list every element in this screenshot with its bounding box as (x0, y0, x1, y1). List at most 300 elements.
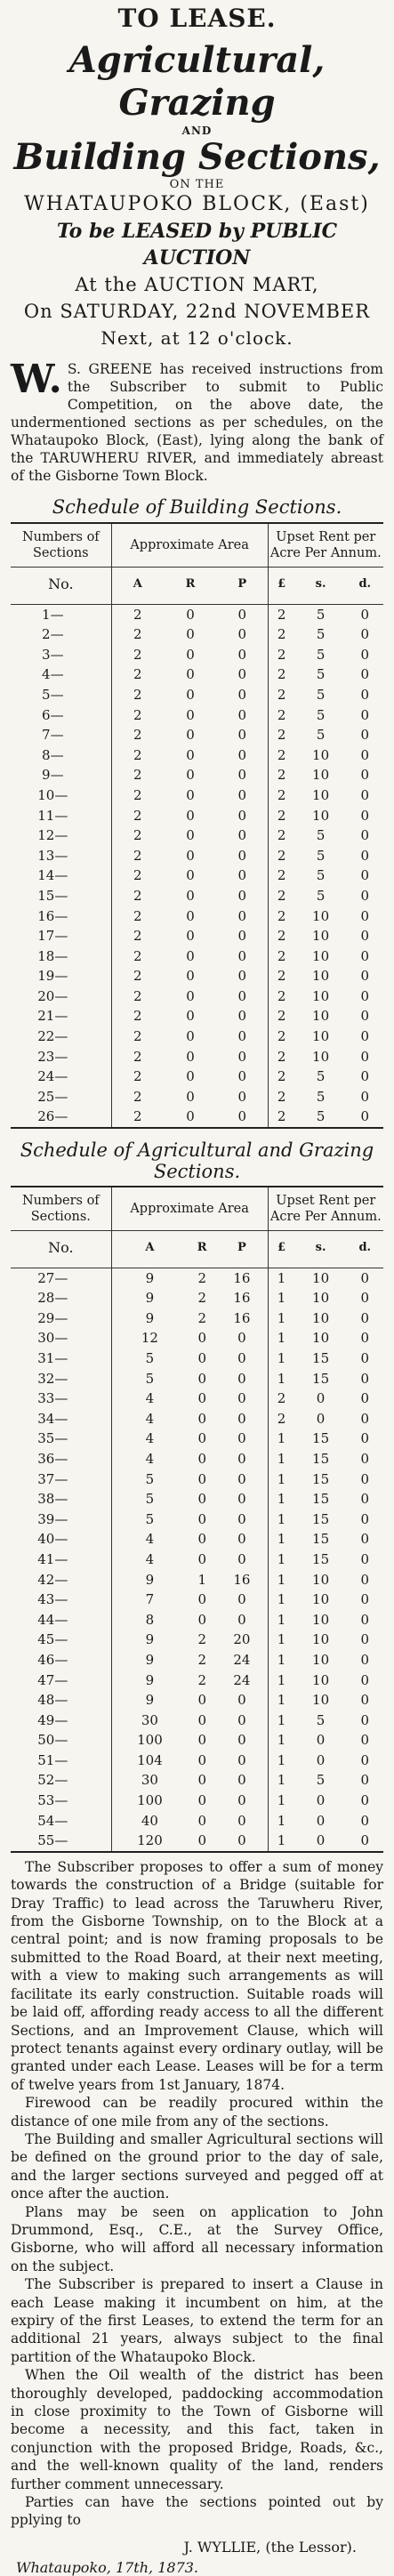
rent-shillings: 0 (316, 1751, 326, 1768)
area-acres: 104 (137, 1751, 163, 1768)
area-perches: 20 (216, 1630, 268, 1650)
section-number: 30— (11, 1328, 111, 1348)
area-roods: 0 (197, 1531, 206, 1548)
area-perches: 0 (216, 1610, 268, 1630)
table-row (11, 1791, 383, 1811)
table-row (11, 1328, 383, 1348)
area-roods: 0 (197, 1430, 206, 1447)
area-acres: 5 (145, 1470, 155, 1487)
rent-pounds: 2 (277, 867, 286, 884)
area-perches: 0 (217, 846, 268, 866)
rent-pence: 0 (360, 1751, 370, 1768)
table-row (11, 1006, 383, 1026)
area-roods: 0 (197, 1692, 206, 1709)
rent-shillings: 10 (312, 987, 330, 1004)
area-roods: 0 (186, 1008, 195, 1025)
area-perches: 0 (216, 1449, 268, 1469)
body-paragraph-clause: The Subscriber is prepared to insert a Clause in each Lease making it incumbent on him, at the expiry of the first Leases, to extend the term for an additional 21 years, always subject to the final partition of the Whataupoko Block. (11, 2276, 383, 2365)
sub-d: d. (347, 568, 383, 605)
area-acres: 9 (145, 1290, 155, 1307)
rent-shillings: 10 (312, 947, 330, 964)
area-roods: 0 (197, 1370, 206, 1387)
table-row (11, 865, 383, 886)
rent-pence: 0 (360, 1772, 370, 1789)
rent-shillings: 0 (316, 1792, 326, 1809)
section-number: 15— (11, 886, 111, 906)
area-perches: 0 (217, 1006, 268, 1026)
area-roods: 0 (186, 1088, 195, 1105)
section-number: 49— (11, 1711, 111, 1731)
header-area: Approximate Area (111, 1187, 268, 1231)
sub-no: No. (11, 1231, 111, 1268)
area-roods: 0 (186, 807, 195, 824)
area-acres: 2 (133, 727, 142, 744)
section-number: 11— (11, 806, 111, 826)
heading-block-name: WHATAUPOKO BLOCK, (East) (24, 193, 370, 215)
body-paragraph-oil: When the Oil wealth of the district has been thoroughly developed, paddocking accommodation in close proximity to the Town of Gisborne will become a necessity, and this fact, taken in conjunction with the proposed Bridge, Roads, &c., and the well-known quality of the land, renders further comment unnecessary. (11, 2367, 383, 2492)
rent-pounds: 2 (277, 727, 286, 744)
area-acres: 100 (137, 1732, 163, 1749)
intro-paragraph (11, 357, 383, 485)
area-roods: 0 (186, 887, 195, 904)
body-paragraph-plans: Plans may be seen on application to John Drummond, Esq., C.E., at the Survey Office, Gisborne, who will afford all necessary information on the subject. (11, 2203, 383, 2274)
rent-pence: 0 (360, 626, 370, 643)
rent-pence: 0 (360, 807, 370, 824)
rent-pence: 0 (360, 1531, 370, 1548)
section-number: 2— (11, 624, 111, 645)
rent-pounds: 2 (277, 786, 286, 803)
table-row (11, 624, 383, 645)
area-roods: 2 (197, 1651, 206, 1668)
sub-d: d. (347, 1231, 383, 1268)
header-area: Approximate Area (111, 524, 268, 568)
area-roods: 0 (188, 1831, 216, 1852)
section-number: 42— (11, 1570, 111, 1590)
rent-shillings: 10 (312, 767, 330, 784)
table-header-row (11, 524, 383, 568)
heading-date: On SATURDAY, 22nd NOVEMBER (23, 301, 371, 322)
heading-auction-mart: At the AUCTION MART, (75, 274, 319, 295)
rent-pence: 0 (360, 1611, 370, 1628)
rent-pounds: 1 (277, 1290, 286, 1307)
section-number: 5— (11, 685, 111, 705)
area-perches: 0 (216, 1348, 268, 1369)
rent-shillings: 15 (312, 1450, 330, 1467)
rent-shillings: 10 (312, 807, 330, 824)
area-roods: 0 (186, 968, 195, 985)
rent-shillings: 15 (312, 1531, 330, 1548)
rent-shillings: 5 (316, 887, 326, 904)
section-number: 48— (11, 1690, 111, 1711)
rent-shillings: 10 (312, 786, 330, 803)
area-acres: 9 (145, 1692, 155, 1709)
rent-pence: 0 (360, 666, 370, 683)
rent-shillings: 5 (316, 827, 326, 844)
table-row (11, 946, 383, 967)
rent-shillings: 0 (316, 1732, 326, 1749)
area-roods: 0 (197, 1812, 206, 1829)
section-number: 23— (11, 1047, 111, 1067)
rent-pence: 0 (360, 1692, 370, 1709)
area-perches: 0 (216, 1469, 268, 1490)
table-row (11, 1550, 383, 1570)
rent-pence: 0 (360, 1732, 370, 1749)
area-roods: 0 (186, 1068, 195, 1085)
area-perches: 24 (216, 1650, 268, 1670)
rent-shillings: 5 (316, 1068, 326, 1085)
section-number: 24— (11, 1067, 111, 1087)
table-row (11, 1831, 383, 1852)
rent-pence: 0 (360, 1370, 370, 1387)
heading-and: AND (181, 125, 213, 137)
table-row (11, 1590, 383, 1610)
rent-pounds: 2 (277, 827, 286, 844)
area-perches: 0 (217, 886, 268, 906)
area-perches: 0 (217, 785, 268, 806)
section-number: 55— (11, 1831, 111, 1852)
area-roods: 0 (186, 727, 195, 744)
rent-pence: 0 (360, 1470, 370, 1487)
rent-pence: 0 (360, 686, 370, 703)
area-roods: 0 (186, 907, 195, 924)
table-row (11, 1489, 383, 1509)
section-number: 45— (11, 1630, 111, 1650)
area-perches: 0 (216, 1328, 268, 1348)
table-row (11, 1711, 383, 1731)
area-acres: 9 (145, 1671, 155, 1688)
area-perches: 0 (217, 865, 268, 886)
rent-pence: 0 (360, 867, 370, 884)
area-perches: 0 (217, 624, 268, 645)
body-paragraph-bridge: The Subscriber proposes to offer a sum of money towards the construction of a Bridge (suitable for Dray Traffic) to lead across the Taruwheru River, from the Gisborne Township, on to the Block at a central point; and is now framing proposals to be submitted to the Road Board, at their next meeting, with a view to making such arrangements as will facilitate its early construction. Suitable roads will be laid off, affording ready access to all the different Sections, and an Improvement Clause, which will protect tenants against every ordinary outlay, will be granted under each Lease. Leases will be for a term of twelve years from 1st January, 1874. (11, 1858, 383, 2093)
rent-shillings: 10 (312, 1631, 330, 1648)
section-number: 3— (11, 645, 111, 665)
sub-a: A (111, 568, 164, 605)
area-acres: 4 (145, 1410, 155, 1427)
table-subheader-row (11, 1231, 383, 1268)
area-acres: 8 (145, 1611, 155, 1628)
rent-pounds: 2 (277, 887, 286, 904)
schedule-agricultural-title-line1: Schedule of Agricultural and Grazing (20, 1139, 374, 1162)
schedule-agricultural-table (11, 1187, 383, 1853)
area-roods: 0 (197, 1491, 206, 1508)
area-perches: 0 (217, 1067, 268, 1087)
area-acres: 2 (133, 686, 142, 703)
table-row (11, 906, 383, 927)
schedule-agricultural-title-line2: Sections. (153, 1161, 241, 1183)
rent-shillings: 10 (312, 1651, 330, 1668)
rent-pence: 0 (347, 1831, 383, 1852)
rent-shillings: 10 (312, 1309, 330, 1326)
rent-pounds: 2 (277, 1048, 286, 1065)
area-roods: 2 (197, 1671, 206, 1688)
area-acres: 2 (133, 626, 142, 643)
rent-pence: 0 (360, 1390, 370, 1407)
section-number: 25— (11, 1087, 111, 1107)
section-number: 17— (11, 926, 111, 946)
rent-shillings: 10 (312, 1571, 330, 1588)
body-paragraph-survey: The Building and smaller Agricultural sections will be defined on the ground prior to the day of sale, and the larger sections surveyed and pegged off at once after the auction. (11, 2130, 383, 2202)
rent-shillings: 5 (316, 867, 326, 884)
section-number: 22— (11, 1026, 111, 1047)
rent-shillings: 5 (316, 727, 326, 744)
area-perches: 0 (216, 1369, 268, 1389)
area-roods: 0 (197, 1550, 206, 1567)
rent-pence: 0 (360, 1450, 370, 1467)
area-roods: 2 (197, 1309, 206, 1326)
table-row (11, 1429, 383, 1449)
area-perches: 0 (217, 906, 268, 927)
section-number: 1— (11, 604, 111, 624)
area-acres: 2 (133, 827, 142, 844)
section-number: 36— (11, 1449, 111, 1469)
area-roods: 0 (186, 786, 195, 803)
table-row (11, 1730, 383, 1751)
sub-p: P (216, 1231, 268, 1268)
area-acres: 9 (145, 1309, 155, 1326)
table-row (11, 745, 383, 766)
rent-pounds: 1 (277, 1491, 286, 1508)
header-numbers: Numbers of Sections. (11, 1187, 111, 1231)
table-row (11, 806, 383, 826)
section-number: 14— (11, 865, 111, 886)
table-row (11, 685, 383, 705)
section-number: 21— (11, 1006, 111, 1026)
table-row (11, 986, 383, 1007)
schedule-agricultural-body (11, 1231, 383, 1852)
header-rent: Upset Rent per Acre Per Annum. (268, 1187, 383, 1231)
area-acres: 2 (133, 606, 142, 623)
rent-pence: 0 (360, 767, 370, 784)
area-acres: 9 (145, 1269, 155, 1286)
area-acres: 30 (141, 1772, 158, 1789)
rent-pounds: 1 (268, 1831, 295, 1852)
section-number: 52— (11, 1770, 111, 1791)
area-perches: 0 (216, 1489, 268, 1509)
rent-shillings: 5 (316, 606, 326, 623)
section-number: 16— (11, 906, 111, 927)
rent-pounds: 1 (277, 1550, 286, 1567)
area-acres: 5 (145, 1510, 155, 1527)
rent-pence: 0 (360, 1088, 370, 1105)
section-number: 40— (11, 1529, 111, 1550)
rent-pence: 0 (360, 1330, 370, 1347)
area-perches: 0 (217, 926, 268, 946)
rent-shillings: 5 (316, 1088, 326, 1105)
section-number: 44— (11, 1610, 111, 1630)
area-roods: 0 (186, 947, 195, 964)
area-roods: 0 (186, 746, 195, 763)
heading-building-sections: Building Sections, (13, 136, 381, 178)
table-row (11, 1107, 383, 1128)
rent-pence: 0 (360, 1711, 370, 1728)
rent-shillings: 10 (312, 1671, 330, 1688)
rent-shillings: 5 (316, 847, 326, 864)
rent-pounds: 2 (277, 1028, 286, 1045)
area-acres: 2 (133, 968, 142, 985)
section-number: 4— (11, 664, 111, 685)
area-acres: 5 (145, 1491, 155, 1508)
rent-pounds: 1 (277, 1370, 286, 1387)
sub-s: s. (295, 1231, 347, 1268)
section-number: 34— (11, 1409, 111, 1429)
rent-shillings: 5 (316, 646, 326, 663)
rent-pounds: 2 (277, 666, 286, 683)
area-perches: 0 (217, 705, 268, 726)
area-perches: 0 (216, 1770, 268, 1791)
rent-pounds: 2 (277, 807, 286, 824)
rent-pounds: 1 (277, 1611, 286, 1628)
rent-shillings: 5 (316, 666, 326, 683)
area-perches: 0 (216, 1831, 268, 1852)
rent-pence: 0 (360, 1631, 370, 1648)
area-perches: 0 (217, 825, 268, 846)
rent-shillings: 10 (312, 1028, 330, 1045)
rent-pence: 0 (360, 727, 370, 744)
area-perches: 0 (217, 645, 268, 665)
area-acres: 4 (145, 1531, 155, 1548)
section-number: 19— (11, 966, 111, 986)
rent-pounds: 2 (277, 1410, 286, 1427)
area-acres: 2 (133, 786, 142, 803)
area-roods: 0 (197, 1611, 206, 1628)
rent-shillings: 0 (295, 1831, 347, 1852)
rent-pence: 0 (360, 847, 370, 864)
area-roods: 2 (197, 1631, 206, 1648)
rent-pounds: 1 (277, 1772, 286, 1789)
area-acres: 9 (145, 1631, 155, 1648)
table-row (11, 785, 383, 806)
rent-pence: 0 (360, 1571, 370, 1588)
table-row (11, 1469, 383, 1490)
area-acres: 2 (133, 887, 142, 904)
table-row (11, 846, 383, 866)
table-row (11, 966, 383, 986)
table-header-row (11, 1187, 383, 1231)
rent-pence: 0 (360, 706, 370, 723)
rent-pence: 0 (360, 887, 370, 904)
rent-pounds: 1 (277, 1330, 286, 1347)
table-row (11, 705, 383, 726)
section-number: 47— (11, 1670, 111, 1691)
sub-r: R (164, 568, 217, 605)
area-perches: 0 (216, 1690, 268, 1711)
area-roods: 0 (197, 1510, 206, 1527)
rent-shillings: 10 (312, 1591, 330, 1608)
area-perches: 0 (217, 745, 268, 766)
area-perches: 0 (217, 664, 268, 685)
rent-pounds: 2 (277, 767, 286, 784)
table-row (11, 1670, 383, 1691)
area-roods: 0 (186, 626, 195, 643)
rent-pence: 0 (360, 947, 370, 964)
area-perches: 0 (216, 1751, 268, 1771)
area-perches: 0 (217, 685, 268, 705)
area-perches: 0 (216, 1529, 268, 1550)
area-acres: 2 (133, 1028, 142, 1045)
rent-pounds: 2 (277, 626, 286, 643)
rent-pounds: 1 (277, 1732, 286, 1749)
area-acres: 120 (111, 1831, 188, 1852)
section-number: 13— (11, 846, 111, 866)
area-acres: 2 (111, 1107, 164, 1128)
area-perches: 16 (216, 1570, 268, 1590)
area-acres: 2 (133, 987, 142, 1004)
area-roods: 0 (186, 827, 195, 844)
section-number: 43— (11, 1590, 111, 1610)
heading-on-the: ON THE (169, 178, 225, 191)
rent-pence: 0 (360, 606, 370, 623)
schedule-agricultural-title (11, 1139, 383, 1187)
area-perches: 0 (217, 1107, 268, 1128)
table-row (11, 1610, 383, 1630)
rent-pence: 0 (347, 1107, 383, 1128)
rent-pounds: 2 (277, 706, 286, 723)
area-roods: 0 (197, 1591, 206, 1608)
table-row (11, 1087, 383, 1107)
sub-r: R (188, 1231, 216, 1268)
rent-shillings: 15 (312, 1370, 330, 1387)
rent-pence: 0 (360, 786, 370, 803)
section-number: 10— (11, 785, 111, 806)
table-row (11, 1630, 383, 1650)
table-row (11, 1811, 383, 1831)
table-row (11, 1026, 383, 1047)
rent-pence: 0 (360, 928, 370, 945)
area-perches: 0 (217, 1026, 268, 1047)
area-roods: 0 (186, 646, 195, 663)
table-row (11, 886, 383, 906)
rent-pounds: 2 (277, 947, 286, 964)
rent-pence: 0 (360, 1591, 370, 1608)
rent-pounds: 1 (277, 1751, 286, 1768)
rent-pounds: 2 (277, 1088, 286, 1105)
intro-text: S. GREENE has received instructions from the Subscriber to submit to Public Competition, on the above date, the undermentioned sections as per schedules, on the Whataupoko Block, (East), lying along the bank of the TARUWHERU RIVER, and immediately abreast of the Gisborne Town Block. (11, 361, 383, 484)
table-row (11, 1067, 383, 1087)
area-perches: 24 (216, 1670, 268, 1691)
rent-shillings: 5 (316, 706, 326, 723)
table-row (11, 1268, 383, 1288)
section-number: 29— (11, 1308, 111, 1329)
rent-shillings: 5 (295, 1107, 347, 1128)
area-acres: 100 (137, 1792, 163, 1809)
area-acres: 2 (133, 746, 142, 763)
area-perches: 0 (217, 765, 268, 785)
rent-pounds: 1 (277, 1671, 286, 1688)
rent-pounds: 2 (277, 1068, 286, 1085)
rent-shillings: 15 (312, 1470, 330, 1487)
rent-pounds: 1 (277, 1692, 286, 1709)
table-subheader-row (11, 568, 383, 605)
table-row (11, 1348, 383, 1369)
section-number: 27— (11, 1268, 111, 1288)
rent-pounds: 2 (277, 968, 286, 985)
schedule-building-title: Schedule of Building Sections. (11, 495, 383, 524)
signature: J. WYLLIE, (the Lessor). (183, 2538, 357, 2556)
area-acres: 2 (133, 1048, 142, 1065)
area-roods: 1 (197, 1571, 206, 1588)
area-acres: 9 (145, 1571, 155, 1588)
rent-pounds: 1 (277, 1269, 286, 1286)
rent-shillings: 5 (316, 1711, 326, 1728)
rent-pence: 0 (360, 1430, 370, 1447)
area-roods: 0 (186, 928, 195, 945)
rent-pounds: 1 (277, 1812, 286, 1829)
table-row (11, 645, 383, 665)
area-acres: 2 (133, 646, 142, 663)
area-acres: 7 (145, 1591, 155, 1608)
area-roods: 0 (186, 686, 195, 703)
